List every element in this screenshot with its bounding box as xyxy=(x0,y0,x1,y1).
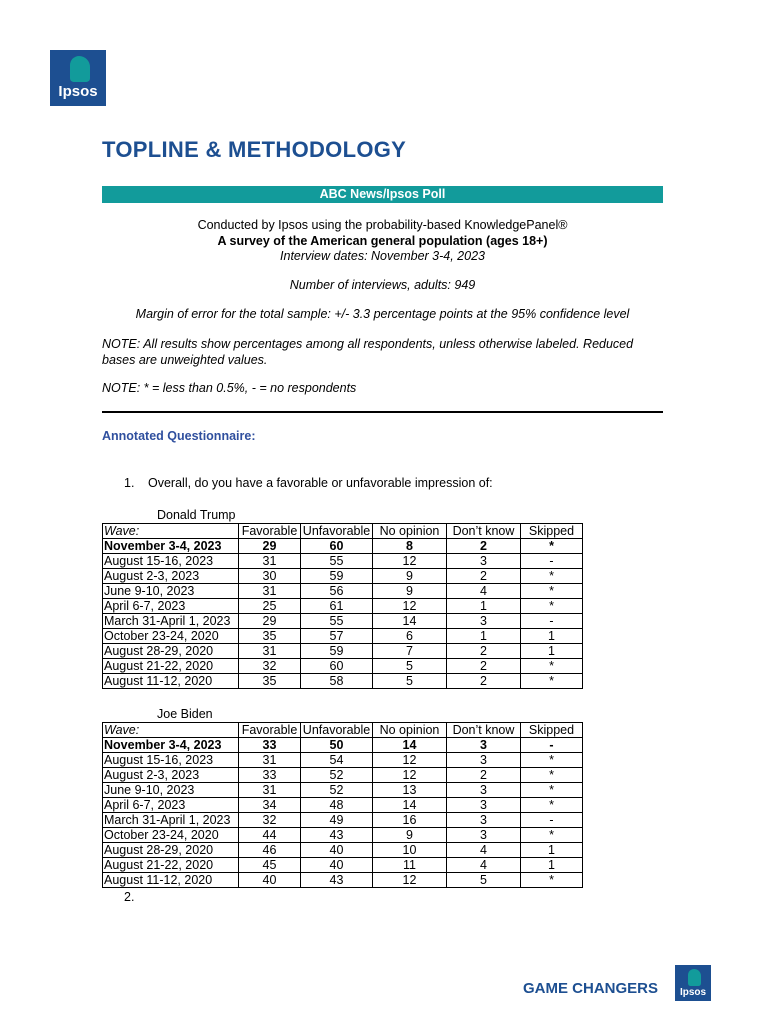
unfavorable-cell: 49 xyxy=(301,813,373,828)
dont-know-cell: 3 xyxy=(447,783,521,798)
unfavorable-cell: 59 xyxy=(301,644,373,659)
favorable-cell: 46 xyxy=(239,843,301,858)
table-row xyxy=(103,644,583,659)
favorable-cell: 45 xyxy=(239,858,301,873)
unfavorable-cell: 60 xyxy=(301,539,373,554)
logo-text: Ipsos xyxy=(58,83,98,100)
no-opinion-cell: 12 xyxy=(373,768,447,783)
question-1 xyxy=(124,476,493,490)
table-row xyxy=(103,599,583,614)
table-row xyxy=(103,659,583,674)
table-row xyxy=(103,783,583,798)
col-header-wave: Wave: xyxy=(103,723,239,738)
no-opinion-cell: 12 xyxy=(373,873,447,888)
unfavorable-cell: 59 xyxy=(301,569,373,584)
table-row xyxy=(103,674,583,689)
col-header-unfavorable: Unfavorable xyxy=(301,723,373,738)
favorable-cell: 35 xyxy=(239,629,301,644)
skipped-cell: * xyxy=(521,599,583,614)
dont-know-cell: 1 xyxy=(447,629,521,644)
wave-cell: March 31-April 1, 2023 xyxy=(103,813,239,828)
skipped-cell: * xyxy=(521,828,583,843)
unfavorable-cell: 61 xyxy=(301,599,373,614)
no-opinion-cell: 5 xyxy=(373,659,447,674)
logo-head-icon xyxy=(70,56,90,82)
ipsos-logo xyxy=(50,50,106,106)
col-header-no-opinion: No opinion xyxy=(373,723,447,738)
table-row xyxy=(103,539,583,554)
skipped-cell: - xyxy=(521,554,583,569)
no-opinion-cell: 8 xyxy=(373,539,447,554)
table-row xyxy=(103,813,583,828)
unfavorable-cell: 40 xyxy=(301,858,373,873)
favorable-cell: 31 xyxy=(239,584,301,599)
no-opinion-cell: 12 xyxy=(373,554,447,569)
unfavorable-cell: 54 xyxy=(301,753,373,768)
wave-cell: November 3-4, 2023 xyxy=(103,539,239,554)
dont-know-cell: 4 xyxy=(447,858,521,873)
unfavorable-cell: 56 xyxy=(301,584,373,599)
interview-dates: Interview dates: November 3-4, 2023 xyxy=(280,249,485,263)
unfavorable-cell: 43 xyxy=(301,873,373,888)
interview-count: Number of interviews, adults: 949 xyxy=(289,278,476,292)
no-opinion-cell: 9 xyxy=(373,569,447,584)
table-row xyxy=(103,554,583,569)
favorable-cell: 31 xyxy=(239,783,301,798)
wave-cell: June 9-10, 2023 xyxy=(103,783,239,798)
survey-description: A survey of the American general population (ages 18+) xyxy=(217,234,548,248)
questionnaire-heading: Annotated Questionnaire: xyxy=(102,429,256,443)
dont-know-cell: 4 xyxy=(447,843,521,858)
wave-cell: August 2-3, 2023 xyxy=(103,768,239,783)
wave-cell: October 23-24, 2020 xyxy=(103,629,239,644)
unfavorable-cell: 60 xyxy=(301,659,373,674)
dont-know-cell: 2 xyxy=(447,644,521,659)
favorable-cell: 34 xyxy=(239,798,301,813)
skipped-cell: * xyxy=(521,569,583,584)
wave-cell: August 21-22, 2020 xyxy=(103,858,239,873)
table-row xyxy=(103,569,583,584)
favorable-cell: 29 xyxy=(239,539,301,554)
table-label-trump: Donald Trump xyxy=(157,508,236,522)
skipped-cell: * xyxy=(521,873,583,888)
skipped-cell: * xyxy=(521,584,583,599)
favorable-cell: 31 xyxy=(239,753,301,768)
dont-know-cell: 3 xyxy=(447,798,521,813)
col-header-skipped: Skipped xyxy=(521,723,583,738)
note-symbols: NOTE: * = less than 0.5%, - = no respondents xyxy=(102,381,357,395)
skipped-cell: - xyxy=(521,738,583,753)
wave-cell: August 21-22, 2020 xyxy=(103,659,239,674)
skipped-cell: * xyxy=(521,674,583,689)
no-opinion-cell: 10 xyxy=(373,843,447,858)
unfavorable-cell: 52 xyxy=(301,768,373,783)
col-header-skipped: Skipped xyxy=(521,524,583,539)
no-opinion-cell: 14 xyxy=(373,798,447,813)
wave-cell: August 11-12, 2020 xyxy=(103,674,239,689)
biden-favorability-table xyxy=(102,722,583,888)
margin-of-error: Margin of error for the total sample: +/- 3.3 percentage points at the 95% confidence level xyxy=(135,307,630,321)
dont-know-cell: 2 xyxy=(447,674,521,689)
favorable-cell: 32 xyxy=(239,659,301,674)
skipped-cell: * xyxy=(521,798,583,813)
favorable-cell: 29 xyxy=(239,614,301,629)
question-1-number: 1. xyxy=(124,476,135,490)
wave-cell: April 6-7, 2023 xyxy=(103,798,239,813)
trump-favorability-table xyxy=(102,523,583,689)
dont-know-cell: 3 xyxy=(447,614,521,629)
table-row xyxy=(103,843,583,858)
table-row xyxy=(103,738,583,753)
no-opinion-cell: 9 xyxy=(373,828,447,843)
no-opinion-cell: 13 xyxy=(373,783,447,798)
table-header-row xyxy=(103,524,583,539)
unfavorable-cell: 55 xyxy=(301,554,373,569)
col-header-no-opinion: No opinion xyxy=(373,524,447,539)
game-changers-tagline: GAME CHANGERS xyxy=(523,980,659,997)
wave-cell: November 3-4, 2023 xyxy=(103,738,239,753)
section-divider xyxy=(102,411,663,413)
table-row xyxy=(103,858,583,873)
skipped-cell: - xyxy=(521,813,583,828)
no-opinion-cell: 14 xyxy=(373,614,447,629)
wave-cell: August 15-16, 2023 xyxy=(103,554,239,569)
dont-know-cell: 1 xyxy=(447,599,521,614)
footer-logo-text: Ipsos xyxy=(679,987,707,998)
table-row xyxy=(103,753,583,768)
dont-know-cell: 3 xyxy=(447,554,521,569)
dont-know-cell: 3 xyxy=(447,828,521,843)
col-header-dont-know: Don’t know xyxy=(447,524,521,539)
wave-cell: March 31-April 1, 2023 xyxy=(103,614,239,629)
dont-know-cell: 2 xyxy=(447,539,521,554)
wave-cell: August 2-3, 2023 xyxy=(103,569,239,584)
skipped-cell: 1 xyxy=(521,629,583,644)
wave-cell: August 15-16, 2023 xyxy=(103,753,239,768)
favorable-cell: 33 xyxy=(239,738,301,753)
wave-cell: April 6-7, 2023 xyxy=(103,599,239,614)
no-opinion-cell: 7 xyxy=(373,644,447,659)
unfavorable-cell: 40 xyxy=(301,843,373,858)
dont-know-cell: 2 xyxy=(447,768,521,783)
question-2-number: 2. xyxy=(124,890,135,904)
table-header-row xyxy=(103,723,583,738)
favorable-cell: 35 xyxy=(239,674,301,689)
footer-ipsos-logo xyxy=(675,965,711,1001)
no-opinion-cell: 16 xyxy=(373,813,447,828)
dont-know-cell: 3 xyxy=(447,753,521,768)
skipped-cell: 1 xyxy=(521,858,583,873)
table-row xyxy=(103,828,583,843)
table-row xyxy=(103,614,583,629)
wave-cell: June 9-10, 2023 xyxy=(103,584,239,599)
logo-head-icon xyxy=(688,969,701,986)
no-opinion-cell: 5 xyxy=(373,674,447,689)
favorable-cell: 25 xyxy=(239,599,301,614)
wave-cell: August 28-29, 2020 xyxy=(103,843,239,858)
skipped-cell: - xyxy=(521,614,583,629)
unfavorable-cell: 48 xyxy=(301,798,373,813)
col-header-dont-know: Don’t know xyxy=(447,723,521,738)
skipped-cell: * xyxy=(521,659,583,674)
favorable-cell: 32 xyxy=(239,813,301,828)
page-title: TOPLINE & METHODOLOGY xyxy=(102,137,407,162)
no-opinion-cell: 12 xyxy=(373,599,447,614)
conducted-by: Conducted by Ipsos using the probability-based KnowledgePanel® xyxy=(197,218,568,232)
dont-know-cell: 2 xyxy=(447,569,521,584)
wave-cell: October 23-24, 2020 xyxy=(103,828,239,843)
dont-know-cell: 3 xyxy=(447,813,521,828)
col-header-favorable: Favorable xyxy=(239,524,301,539)
favorable-cell: 44 xyxy=(239,828,301,843)
table-label-biden: Joe Biden xyxy=(157,707,213,721)
unfavorable-cell: 52 xyxy=(301,783,373,798)
table-row xyxy=(103,629,583,644)
dont-know-cell: 4 xyxy=(447,584,521,599)
dont-know-cell: 5 xyxy=(447,873,521,888)
poll-banner: ABC News/Ipsos Poll xyxy=(102,186,663,203)
question-1-text: Overall, do you have a favorable or unfavorable impression of: xyxy=(148,476,493,490)
col-header-favorable: Favorable xyxy=(239,723,301,738)
favorable-cell: 31 xyxy=(239,644,301,659)
unfavorable-cell: 55 xyxy=(301,614,373,629)
unfavorable-cell: 50 xyxy=(301,738,373,753)
skipped-cell: * xyxy=(521,783,583,798)
dont-know-cell: 2 xyxy=(447,659,521,674)
no-opinion-cell: 6 xyxy=(373,629,447,644)
unfavorable-cell: 57 xyxy=(301,629,373,644)
skipped-cell: 1 xyxy=(521,843,583,858)
table-row xyxy=(103,584,583,599)
no-opinion-cell: 11 xyxy=(373,858,447,873)
skipped-cell: * xyxy=(521,768,583,783)
skipped-cell: * xyxy=(521,753,583,768)
favorable-cell: 40 xyxy=(239,873,301,888)
unfavorable-cell: 58 xyxy=(301,674,373,689)
skipped-cell: 1 xyxy=(521,644,583,659)
no-opinion-cell: 14 xyxy=(373,738,447,753)
col-header-wave: Wave: xyxy=(103,524,239,539)
favorable-cell: 33 xyxy=(239,768,301,783)
wave-cell: August 28-29, 2020 xyxy=(103,644,239,659)
table-row xyxy=(103,768,583,783)
no-opinion-cell: 9 xyxy=(373,584,447,599)
favorable-cell: 31 xyxy=(239,554,301,569)
no-opinion-cell: 12 xyxy=(373,753,447,768)
wave-cell: August 11-12, 2020 xyxy=(103,873,239,888)
col-header-unfavorable: Unfavorable xyxy=(301,524,373,539)
unfavorable-cell: 43 xyxy=(301,828,373,843)
table-row xyxy=(103,873,583,888)
table-row xyxy=(103,798,583,813)
dont-know-cell: 3 xyxy=(447,738,521,753)
skipped-cell: * xyxy=(521,539,583,554)
favorable-cell: 30 xyxy=(239,569,301,584)
note-percentages: NOTE: All results show percentages among all respondents, unless otherwise labeled. Reduced bases are unweighted values. xyxy=(102,337,634,367)
